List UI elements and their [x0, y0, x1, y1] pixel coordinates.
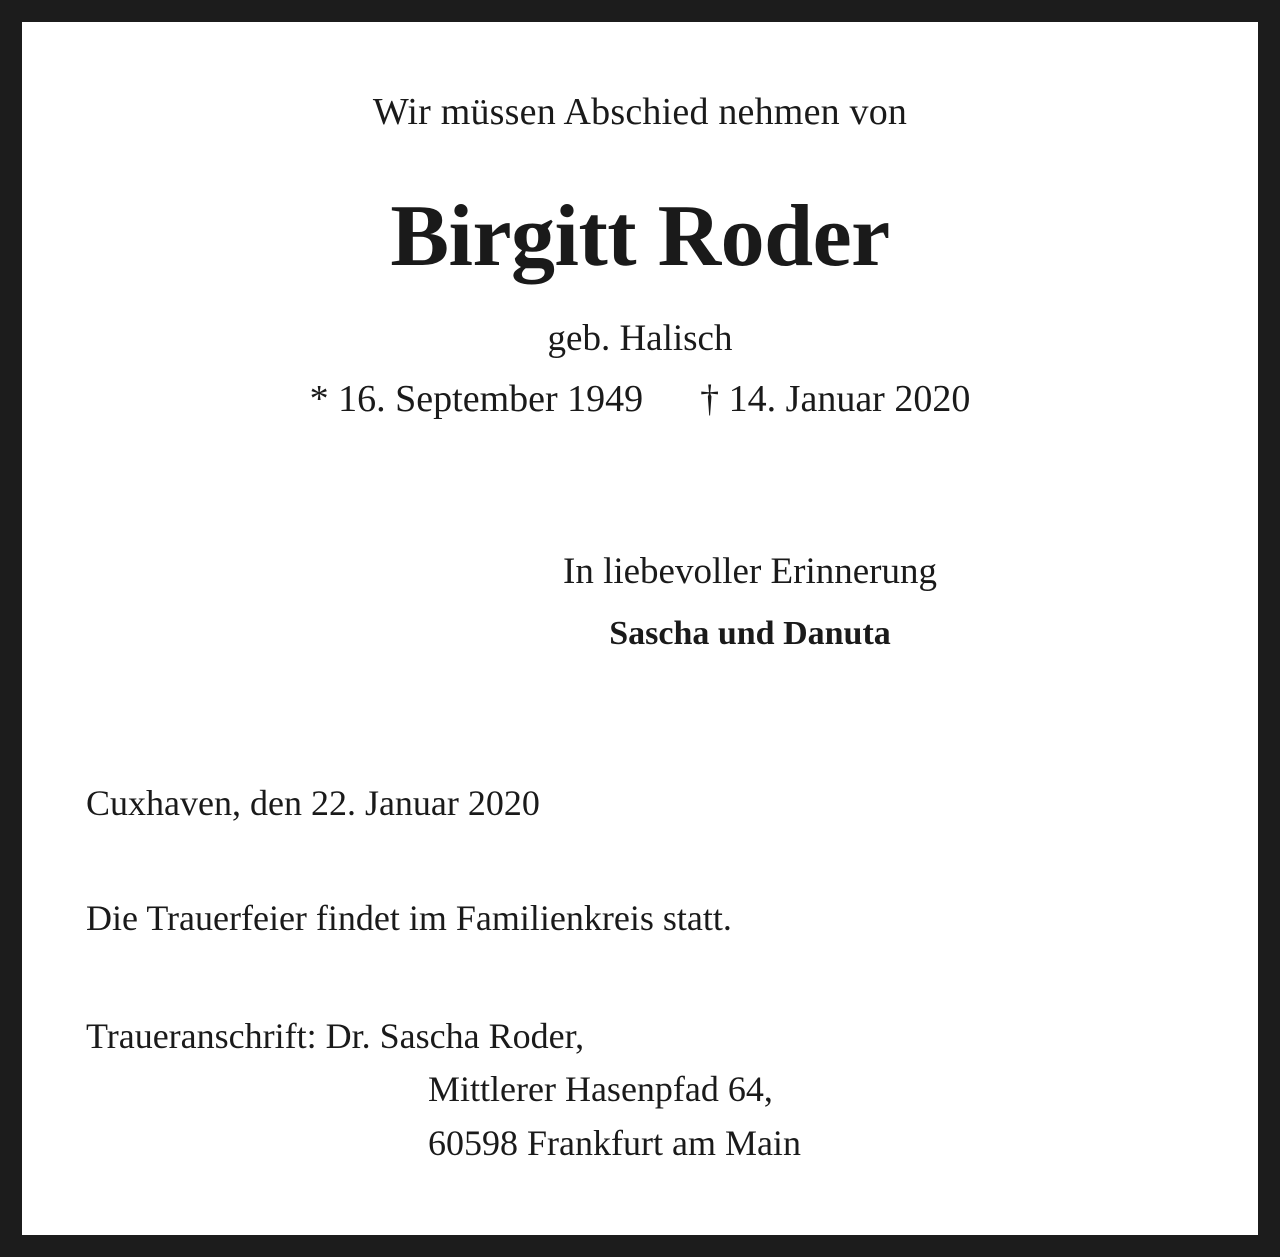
survivors-names: Sascha und Danuta [609, 615, 891, 652]
place-and-date: Cuxhaven, den 22. Januar 2020 [86, 783, 540, 823]
deceased-name: Birgitt Roder [390, 188, 890, 285]
obituary-card [22, 22, 1258, 1235]
mourning-address [86, 1010, 801, 1170]
address-street: Mittlerer Hasenpfad 64, [428, 1069, 773, 1110]
obituary-content [22, 22, 1258, 1235]
life-dates: * 16. September 1949 † 14. Januar 2020 [309, 378, 971, 420]
intro-text: Wir müssen Abschied nehmen von [372, 91, 908, 133]
ceremony-note: Die Trauerfeier findet im Familienkreis statt. [86, 898, 732, 938]
address-label-line: Traueranschrift: Dr. Sascha Roder, [86, 1016, 585, 1056]
memory-text: In liebevoller Erinnerung [563, 551, 937, 592]
address-city: 60598 Frankfurt am Main [428, 1122, 801, 1163]
maiden-name: geb. Halisch [547, 318, 733, 359]
